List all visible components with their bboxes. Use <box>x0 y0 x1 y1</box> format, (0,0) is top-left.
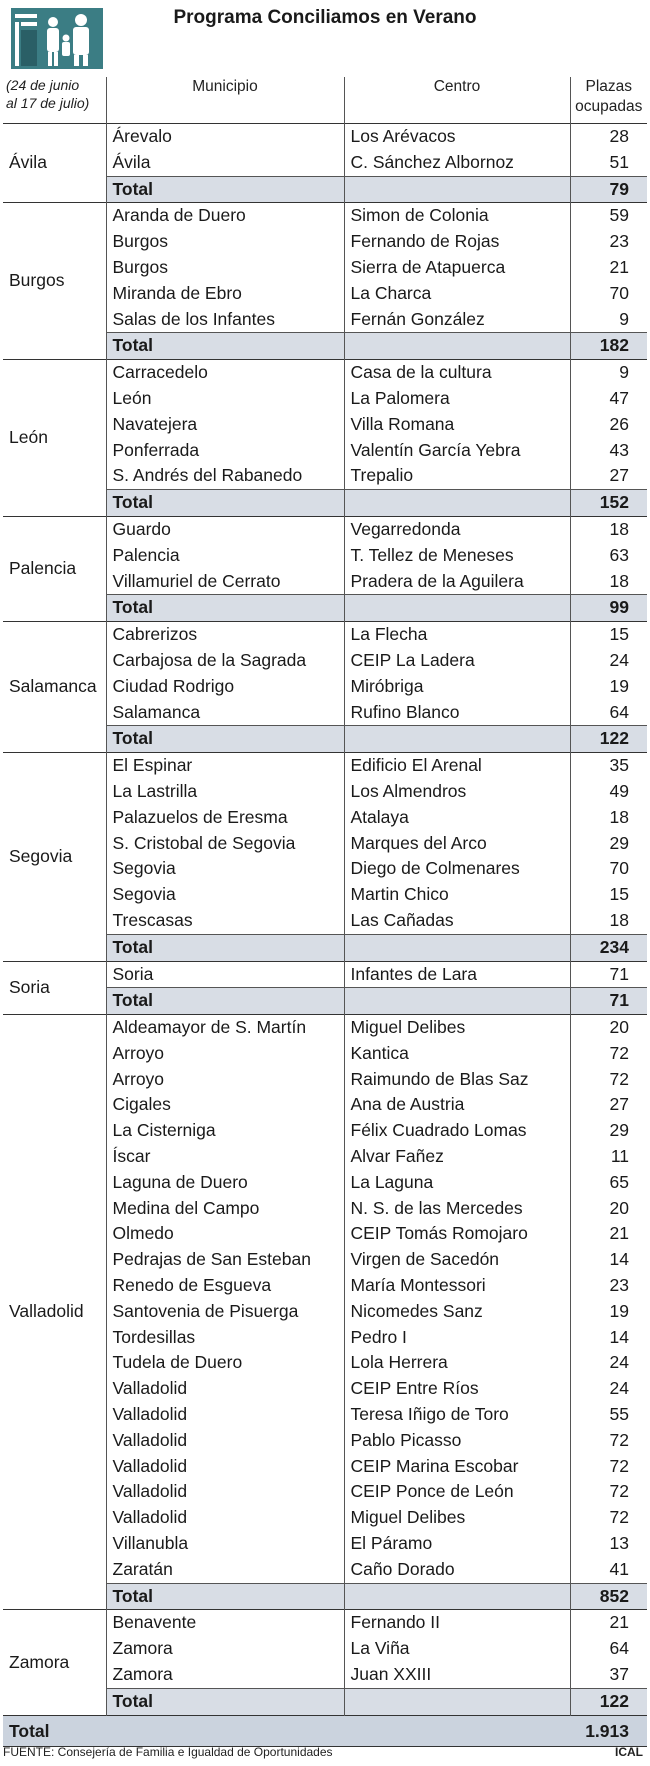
centro-cell: Miguel Delibes <box>344 1505 570 1531</box>
plazas-table <box>3 77 647 1747</box>
municipio-cell: Renedo de Esgueva <box>106 1273 344 1299</box>
plazas-cell: 35 <box>570 753 647 779</box>
centro-cell: Valentín García Yebra <box>344 438 570 464</box>
centro-cell: Villa Romana <box>344 412 570 438</box>
centro-cell: La Laguna <box>344 1170 570 1196</box>
plazas-cell: 18 <box>609 570 629 591</box>
total-spacer <box>344 490 570 517</box>
municipio-cell: Valladolid <box>106 1505 344 1531</box>
table-row <box>3 961 647 988</box>
municipio-cell: Árevalo <box>106 124 344 150</box>
municipio-cell: Aldeamayor de S. Martín <box>106 1015 344 1041</box>
municipio-cell: Laguna de Duero <box>106 1170 344 1196</box>
municipio-cell: León <box>106 386 344 412</box>
total-spacer <box>344 595 570 622</box>
plazas-cell: 37 <box>609 1664 629 1685</box>
centro-cell: Rufino Blanco <box>344 700 570 726</box>
municipio-cell: Pedrajas de San Esteban <box>106 1247 344 1273</box>
centro-cell: Lola Herrera <box>344 1350 570 1376</box>
grand-total-row <box>3 1715 647 1746</box>
plazas-cell: 21 <box>609 256 629 277</box>
plazas-cell: 43 <box>609 439 629 460</box>
plazas-cell: 72 <box>609 1429 629 1450</box>
municipio-cell: Zaratán <box>106 1557 344 1583</box>
total-spacer <box>344 726 570 753</box>
municipio-cell: El Espinar <box>106 753 344 779</box>
centro-cell: Simon de Colonia <box>344 203 570 229</box>
municipio-cell: Arroyo <box>106 1041 344 1067</box>
centro-cell: Teresa Iñigo de Toro <box>344 1402 570 1428</box>
centro-cell: Las Cañadas <box>344 908 570 934</box>
municipio-cell: Zamora <box>106 1662 344 1688</box>
plazas-cell: 21 <box>609 1223 629 1244</box>
plazas-cell: 72 <box>609 1455 629 1476</box>
total-value: 99 <box>570 595 647 622</box>
centro-cell: Infantes de Lara <box>344 961 570 988</box>
logo <box>11 8 103 69</box>
province-name: Segovia <box>3 753 106 961</box>
source-note: FUENTE: Consejería de Familia e Igualdad de Oportunidades <box>3 1745 333 1759</box>
centro-cell: El Páramo <box>344 1531 570 1557</box>
plazas-cell: 23 <box>609 1275 629 1296</box>
table-row <box>3 124 647 150</box>
centro-cell: Casa de la cultura <box>344 360 570 386</box>
plazas-cell: 41 <box>609 1558 629 1579</box>
header-municipio: Municipio <box>106 77 344 124</box>
municipio-cell: Aranda de Duero <box>106 203 344 229</box>
family-logo-icon <box>11 8 103 69</box>
total-label: Total <box>106 333 344 360</box>
plazas-cell: 70 <box>609 858 629 879</box>
plazas-cell: 72 <box>609 1068 629 1089</box>
plazas-cell: 71 <box>570 961 647 988</box>
total-label: Total <box>106 490 344 517</box>
municipio-cell: Tordesillas <box>106 1325 344 1351</box>
total-spacer <box>344 988 570 1015</box>
centro-cell: Virgen de Sacedón <box>344 1247 570 1273</box>
municipio-cell: Segovia <box>106 856 344 882</box>
centro-cell: Fernando II <box>344 1610 570 1636</box>
municipio-cell: Miranda de Ebro <box>106 281 344 307</box>
province-name: Zamora <box>3 1610 106 1715</box>
centro-cell: Vegarredonda <box>344 516 570 542</box>
centro-cell: Fernán González <box>344 307 570 333</box>
plazas-cell: 64 <box>609 701 629 722</box>
plazas-cell: 14 <box>609 1326 629 1347</box>
centro-cell: Pablo Picasso <box>344 1428 570 1454</box>
total-spacer <box>344 176 570 203</box>
total-spacer <box>344 1688 570 1715</box>
centro-cell: Martin Chico <box>344 882 570 908</box>
plazas-cell: 27 <box>609 1094 629 1115</box>
plazas-cell: 15 <box>609 884 629 905</box>
plazas-cell: 15 <box>570 622 647 648</box>
centro-cell: CEIP Ponce de León <box>344 1479 570 1505</box>
centro-cell: Félix Cuadrado Lomas <box>344 1118 570 1144</box>
centro-cell: La Charca <box>344 281 570 307</box>
plazas-cell: 27 <box>609 465 629 486</box>
total-spacer <box>344 333 570 360</box>
centro-cell: Pradera de la Aguilera <box>344 569 570 595</box>
centro-cell: Los Almendros <box>344 779 570 805</box>
plazas-cell: 24 <box>609 649 629 670</box>
header-provincia <box>3 77 106 124</box>
municipio-cell: Villamuriel de Cerrato <box>106 569 344 595</box>
plazas-cell: 72 <box>609 1481 629 1502</box>
plazas-cell: 29 <box>609 832 629 853</box>
plazas-cell: 9 <box>570 360 647 386</box>
municipio-cell: Íscar <box>106 1144 344 1170</box>
municipio-cell: Ponferrada <box>106 438 344 464</box>
plazas-cell: 18 <box>570 516 647 542</box>
header-plazas <box>570 77 647 124</box>
plazas-cell: 64 <box>609 1638 629 1659</box>
centro-cell: CEIP Tomás Romojaro <box>344 1221 570 1247</box>
total-label: Total <box>106 934 344 961</box>
centro-cell: Edificio El Arenal <box>344 753 570 779</box>
total-value: 852 <box>570 1583 647 1610</box>
centro-cell: Juan XXIII <box>344 1662 570 1688</box>
plazas-cell: 20 <box>570 1015 647 1041</box>
province-name: Burgos <box>3 203 106 360</box>
municipio-cell: Tudela de Duero <box>106 1350 344 1376</box>
province-name: Ávila <box>3 124 106 203</box>
municipio-cell: Zamora <box>106 1636 344 1662</box>
municipio-cell: Palazuelos de Eresma <box>106 805 344 831</box>
total-value: 122 <box>570 726 647 753</box>
total-label: Total <box>106 1688 344 1715</box>
plazas-cell: 47 <box>609 387 629 408</box>
municipio-cell: Navatejera <box>106 412 344 438</box>
plazas-cell: 18 <box>609 909 629 930</box>
total-label: Total <box>106 988 344 1015</box>
plazas-cell: 28 <box>570 124 647 150</box>
centro-cell: Nicomedes Sanz <box>344 1299 570 1325</box>
municipio-cell: Valladolid <box>106 1428 344 1454</box>
table-row <box>3 753 647 779</box>
centro-cell: Alvar Fañez <box>344 1144 570 1170</box>
centro-cell: Miguel Delibes <box>344 1015 570 1041</box>
total-spacer <box>344 1583 570 1610</box>
total-value: 234 <box>570 934 647 961</box>
municipio-cell: Carracedelo <box>106 360 344 386</box>
plazas-cell: 72 <box>609 1042 629 1063</box>
centro-cell: CEIP Marina Escobar <box>344 1454 570 1480</box>
total-value: 71 <box>570 988 647 1015</box>
municipio-cell: Santovenia de Pisuerga <box>106 1299 344 1325</box>
centro-cell: Miróbriga <box>344 674 570 700</box>
plazas-cell: 13 <box>609 1533 629 1554</box>
total-value: 79 <box>570 176 647 203</box>
municipio-cell: S. Cristobal de Segovia <box>106 831 344 857</box>
municipio-cell: Carbajosa de la Sagrada <box>106 648 344 674</box>
plazas-cell: 19 <box>609 675 629 696</box>
table-row <box>3 516 647 542</box>
total-spacer <box>344 934 570 961</box>
municipio-cell: Valladolid <box>106 1402 344 1428</box>
centro-cell: Ana de Austria <box>344 1092 570 1118</box>
plazas-cell: 20 <box>609 1197 629 1218</box>
plazas-cell: 55 <box>609 1404 629 1425</box>
municipio-cell: Segovia <box>106 882 344 908</box>
municipio-cell: Valladolid <box>106 1376 344 1402</box>
grand-total-spacer-1 <box>106 1715 344 1746</box>
municipio-cell: Burgos <box>106 255 344 281</box>
centro-cell: Sierra de Atapuerca <box>344 255 570 281</box>
centro-cell: Kantica <box>344 1041 570 1067</box>
plazas-cell: 70 <box>609 282 629 303</box>
centro-cell: CEIP Entre Ríos <box>344 1376 570 1402</box>
municipio-cell: Ávila <box>106 150 344 176</box>
plazas-cell: 11 <box>610 1146 629 1167</box>
plazas-cell: 49 <box>609 780 629 801</box>
table-row <box>3 203 647 229</box>
municipio-cell: Cigales <box>106 1092 344 1118</box>
centro-cell: Diego de Colmenares <box>344 856 570 882</box>
total-label: Total <box>106 726 344 753</box>
municipio-cell: Palencia <box>106 543 344 569</box>
centro-cell: CEIP La Ladera <box>344 648 570 674</box>
table-row <box>3 1015 647 1041</box>
plazas-cell: 14 <box>609 1249 629 1270</box>
municipio-cell: Valladolid <box>106 1454 344 1480</box>
centro-cell: Raimundo de Blas Saz <box>344 1067 570 1093</box>
province-name: Valladolid <box>3 1015 106 1610</box>
plazas-cell: 18 <box>609 806 629 827</box>
municipio-cell: Villanubla <box>106 1531 344 1557</box>
centro-cell: C. Sánchez Albornoz <box>344 150 570 176</box>
centro-cell: Atalaya <box>344 805 570 831</box>
plazas-cell: 29 <box>609 1120 629 1141</box>
municipio-cell: S. Andrés del Rabanedo <box>106 463 344 489</box>
total-value: 152 <box>570 490 647 517</box>
total-label: Total <box>106 176 344 203</box>
period-line-1: (24 de junio <box>6 77 80 93</box>
plazas-cell: 26 <box>609 413 629 434</box>
plazas-cell: 63 <box>609 544 629 565</box>
grand-total-value: 1.913 <box>570 1715 647 1746</box>
municipio-cell: Salas de los Infantes <box>106 307 344 333</box>
centro-cell: T. Tellez de Meneses <box>344 543 570 569</box>
total-label: Total <box>106 595 344 622</box>
plazas-cell: 9 <box>619 308 629 329</box>
province-name: León <box>3 360 106 517</box>
centro-cell: Fernando de Rojas <box>344 229 570 255</box>
municipio-cell: Guardo <box>106 516 344 542</box>
province-name: Salamanca <box>3 622 106 753</box>
centro-cell: Los Arévacos <box>344 124 570 150</box>
grand-total-label: Total <box>3 1715 106 1746</box>
municipio-cell: La Lastrilla <box>106 779 344 805</box>
table-body <box>3 124 647 1716</box>
total-label: Total <box>106 1583 344 1610</box>
plazas-cell: 23 <box>609 231 629 252</box>
plazas-cell: 21 <box>570 1610 647 1636</box>
plazas-cell: 51 <box>609 151 629 172</box>
centro-cell: La Viña <box>344 1636 570 1662</box>
municipio-cell: Valladolid <box>106 1479 344 1505</box>
plazas-cell: 72 <box>609 1507 629 1528</box>
centro-cell: Marques del Arco <box>344 831 570 857</box>
municipio-cell: Cabrerizos <box>106 622 344 648</box>
plazas-cell: 19 <box>609 1300 629 1321</box>
province-name: Soria <box>3 961 106 1015</box>
centro-cell: N. S. de las Mercedes <box>344 1196 570 1222</box>
table-row <box>3 622 647 648</box>
centro-cell: La Flecha <box>344 622 570 648</box>
plazas-cell: 24 <box>609 1378 629 1399</box>
municipio-cell: Medina del Campo <box>106 1196 344 1222</box>
centro-cell: La Palomera <box>344 386 570 412</box>
header-plazas-line-1: Plazas <box>585 78 633 95</box>
municipio-cell: Benavente <box>106 1610 344 1636</box>
municipio-cell: Burgos <box>106 229 344 255</box>
centro-cell: Pedro I <box>344 1325 570 1351</box>
plazas-cell: 65 <box>609 1171 629 1192</box>
total-value: 122 <box>570 1688 647 1715</box>
table-header-row <box>3 77 647 124</box>
plazas-cell: 24 <box>609 1352 629 1373</box>
municipio-cell: Salamanca <box>106 700 344 726</box>
municipio-cell: Soria <box>106 961 344 988</box>
table-row <box>3 1610 647 1636</box>
page-title: Programa Conciliamos en Verano <box>173 7 477 28</box>
centro-cell: Caño Dorado <box>344 1557 570 1583</box>
municipio-cell: Olmedo <box>106 1221 344 1247</box>
municipio-cell: Ciudad Rodrigo <box>106 674 344 700</box>
table-row <box>3 360 647 386</box>
plazas-cell: 59 <box>570 203 647 229</box>
grand-total-spacer-2 <box>344 1715 570 1746</box>
municipio-cell: Trescasas <box>106 908 344 934</box>
centro-cell: María Montessori <box>344 1273 570 1299</box>
municipio-cell: La Cisterniga <box>106 1118 344 1144</box>
period-line-2: al 17 de julio) <box>6 95 90 111</box>
header-centro: Centro <box>344 77 570 124</box>
header-plazas-line-2: ocupadas <box>575 98 643 115</box>
total-value: 182 <box>570 333 647 360</box>
province-name: Palencia <box>3 516 106 621</box>
centro-cell: Trepalio <box>344 463 570 489</box>
brand-label: ICAL <box>615 1745 643 1759</box>
municipio-cell: Arroyo <box>106 1067 344 1093</box>
